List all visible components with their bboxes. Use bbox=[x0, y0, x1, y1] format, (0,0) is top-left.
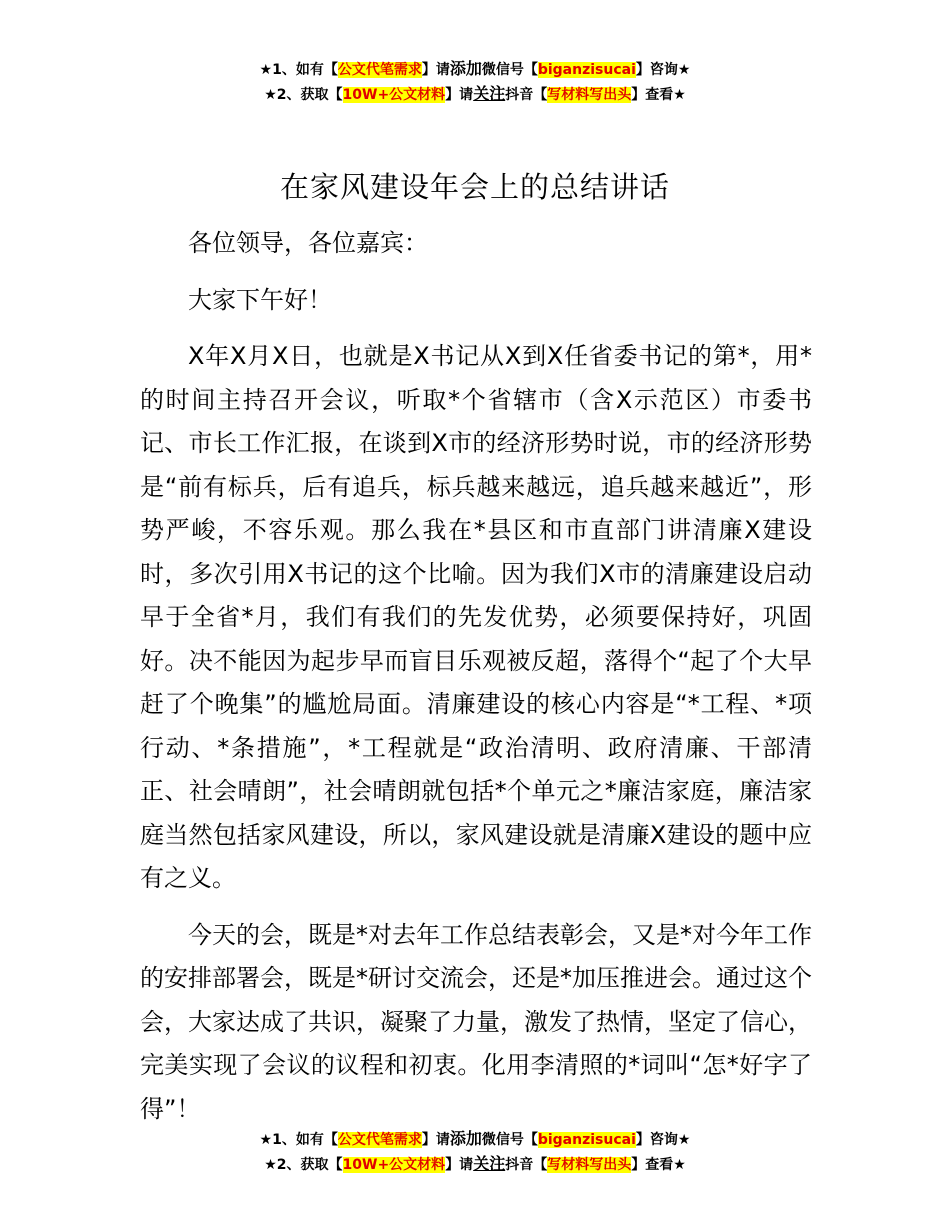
banner-highlight: biganzisucai bbox=[537, 1132, 636, 1148]
banner-text: 抖音【 bbox=[505, 1157, 548, 1173]
banner-text: 微信号【 bbox=[481, 1132, 538, 1148]
banner-text: 】请 bbox=[421, 62, 450, 78]
body-paragraph: 今天的会，既是*对去年工作总结表彰会，又是*对今年工作的安排部署会，既是*研讨交流会，还是*加压推进会。通过这个会，大家达成了共识，凝聚了力量，激发了热情，坚定了信心，完美实现了会议的议程和初衷。化用李清照的*词叫“怎*好字了得”！ bbox=[140, 920, 812, 1123]
banner-highlight: 写材料写出头 bbox=[547, 87, 632, 103]
banner-text: 】请 bbox=[421, 1132, 450, 1148]
banner-text: ★2、获取【 bbox=[264, 1157, 343, 1173]
banner-text: 微信号【 bbox=[481, 62, 538, 78]
banner-highlight: 写材料写出头 bbox=[547, 1157, 632, 1173]
banner-line-2 bbox=[0, 1152, 950, 1177]
banner-emphasis: 添加 bbox=[449, 1129, 482, 1148]
banner-text: ★1、如有【 bbox=[259, 62, 338, 78]
banner-text: 】咨询★ bbox=[635, 62, 691, 78]
greeting: 大家下午好！ bbox=[188, 285, 332, 314]
salutation: 各位领导，各位嘉宾： bbox=[188, 229, 428, 257]
banner-text: 】请 bbox=[445, 87, 474, 103]
banner-emphasis: 添加 bbox=[449, 59, 482, 78]
banner-highlight: 10W+公文材料 bbox=[342, 1157, 446, 1173]
banner-highlight: 公文代笔需求 bbox=[337, 62, 422, 78]
banner-text: 抖音【 bbox=[505, 87, 548, 103]
header-banner bbox=[0, 57, 950, 107]
banner-line-2 bbox=[0, 82, 950, 107]
document-body bbox=[140, 222, 812, 1144]
footer-banner bbox=[0, 1127, 950, 1177]
body-paragraph: X年X月X日，也就是X书记从X到X任省委书记的第*，用*的时间主持召开会议，听取*个省辖市（含X示范区）市委书记、市长工作汇报，在谈到X市的经济形势时说，市的经济形势是“前有标兵，后有追兵，标兵越来越远，追兵越来越近”，形势严峻，不容乐观。那么我在*县区和市直部门讲清廉X建设时，多次引用X书记的这个比喻。因为我们X市的清廉建设启动早于全省*月，我们有我们的先发优势，必须要保持好，巩固好。决不能因为起步早而盲目乐观被反超，落得个“起了个大早赶了个晚集”的尴尬局面。清廉建设的核心内容是“*工程、*项行动、*条措施”，*工程就是“政治清明、政府清廉、干部清正、社会晴朗”，社会晴朗就包括*个单元之*廉洁家庭，廉洁家庭当然包括家风建设，所以，家风建设就是清廉X建设的题中应有之义。 bbox=[140, 342, 812, 892]
banner-text: 】咨询★ bbox=[635, 1132, 691, 1148]
banner-emphasis: 关注 bbox=[473, 1154, 506, 1173]
banner-text: 】查看★ bbox=[631, 1157, 686, 1173]
banner-highlight: 公文代笔需求 bbox=[337, 1132, 422, 1148]
banner-text: ★2、获取【 bbox=[264, 87, 343, 103]
banner-highlight: 10W+公文材料 bbox=[342, 87, 446, 103]
banner-text: ★1、如有【 bbox=[259, 1132, 338, 1148]
banner-line-1 bbox=[0, 57, 950, 82]
document-title: 在家风建设年会上的总结讲话 bbox=[279, 170, 670, 204]
banner-highlight: biganzisucai bbox=[537, 62, 636, 78]
banner-text: 】查看★ bbox=[631, 87, 686, 103]
banner-text: 】请 bbox=[445, 1157, 474, 1173]
banner-line-1 bbox=[0, 1127, 950, 1152]
banner-emphasis: 关注 bbox=[473, 84, 506, 103]
